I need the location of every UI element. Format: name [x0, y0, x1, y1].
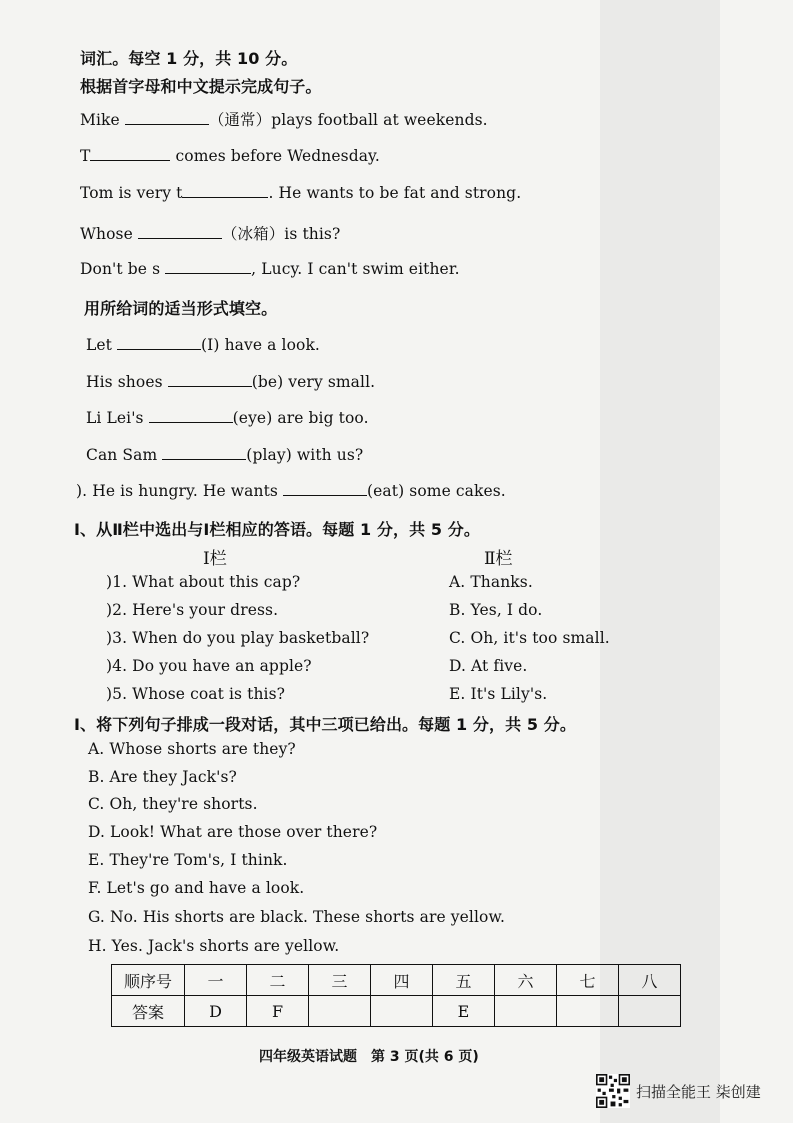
- dialogue-sentence-F: F. Let's go and have a look.: [88, 879, 305, 897]
- question-text: Can Sam: [86, 446, 163, 464]
- answer-blank[interactable]: [117, 335, 201, 350]
- match-question-2: )2. Here's your dress.: [106, 601, 279, 619]
- number-cell: 四: [371, 965, 433, 996]
- match-question-4: )4. Do you have an apple?: [106, 657, 312, 675]
- partA-question-4: [80, 222, 340, 244]
- answer-table: [111, 964, 681, 1027]
- answer-cell[interactable]: [557, 996, 619, 1027]
- question-text: Li Lei's: [86, 409, 149, 427]
- section2-header: I、从Ⅱ栏中选出与Ⅰ栏相应的答语。每题 1 分，共 5 分。: [74, 520, 480, 539]
- number-cell: 八: [619, 965, 681, 996]
- answer-blank[interactable]: [168, 372, 252, 387]
- partB-question-5: [76, 481, 506, 500]
- match-answer-A: A. Thanks.: [449, 573, 533, 591]
- partB-question-1: [86, 335, 320, 354]
- dialogue-sentence-A: A. Whose shorts are they?: [88, 740, 296, 758]
- question-text: (be) very small.: [251, 373, 376, 391]
- answer-blank[interactable]: [283, 481, 367, 496]
- question-text: Let: [86, 336, 118, 354]
- table-row-numbers: [112, 965, 681, 996]
- question-text: comes before Wednesday.: [170, 147, 380, 165]
- question-text: . He wants to be fat and strong.: [268, 184, 522, 202]
- question-text: （冰箱）is this?: [221, 225, 341, 243]
- number-cell: 六: [495, 965, 557, 996]
- partA-question-2: [80, 146, 380, 165]
- partB-question-4: [86, 445, 363, 464]
- dialogue-sentence-H: H. Yes. Jack's shorts are yellow.: [88, 937, 340, 955]
- question-text: ). He is hungry. He wants: [76, 482, 284, 500]
- partB-title: 用所给词的适当形式填空。: [84, 299, 278, 318]
- answer-cell[interactable]: D: [185, 996, 247, 1027]
- question-text: Mike: [80, 111, 125, 129]
- column-2-title: Ⅱ栏: [484, 549, 513, 569]
- question-text: T: [80, 147, 91, 165]
- dialogue-sentence-G: G. No. His shorts are black. These shorts are yellow.: [88, 908, 506, 926]
- answer-cell[interactable]: [309, 996, 371, 1027]
- answer-blank[interactable]: [165, 259, 251, 274]
- number-cell: 七: [557, 965, 619, 996]
- partA-title: 根据首字母和中文提示完成句子。: [80, 77, 322, 96]
- answer-cell[interactable]: F: [247, 996, 309, 1027]
- question-text: (I) have a look.: [201, 336, 320, 354]
- row-label-order: 顺序号: [112, 965, 185, 996]
- number-cell: 一: [185, 965, 247, 996]
- answer-blank[interactable]: [182, 183, 268, 198]
- match-answer-B: B. Yes, I do.: [449, 601, 543, 619]
- partB-question-3: [86, 408, 369, 427]
- answer-cell[interactable]: [495, 996, 557, 1027]
- dialogue-sentence-E: E. They're Tom's, I think.: [88, 851, 288, 869]
- question-text: Tom is very t: [80, 184, 183, 202]
- section1-header: 词汇。每空 1 分，共 10 分。: [80, 49, 298, 68]
- number-cell: 二: [247, 965, 309, 996]
- match-question-3: )3. When do you play basketball?: [106, 629, 370, 647]
- row-label-answer: 答案: [112, 996, 185, 1027]
- partA-question-5: [80, 259, 460, 278]
- match-answer-E: E. It's Lily's.: [449, 685, 548, 703]
- partA-question-1: [80, 108, 488, 130]
- question-text: (play) with us?: [246, 446, 364, 464]
- match-answer-D: D. At five.: [449, 657, 528, 675]
- answer-cell[interactable]: [619, 996, 681, 1027]
- qr-code-icon: [596, 1074, 630, 1108]
- question-text: Don't be s: [80, 260, 166, 278]
- question-text: (eye) are big too.: [232, 409, 369, 427]
- question-text: His shoes: [86, 373, 168, 391]
- partA-question-3: [80, 183, 521, 202]
- scanner-text: 扫描全能王 柒创建: [636, 1082, 761, 1101]
- question-text: Whose: [80, 225, 138, 243]
- answer-blank[interactable]: [90, 146, 170, 161]
- match-question-5: )5. Whose coat is this?: [106, 685, 286, 703]
- answer-cell[interactable]: [371, 996, 433, 1027]
- question-text: （通常）plays football at weekends.: [208, 111, 488, 129]
- dialogue-sentence-D: D. Look! What are those over there?: [88, 823, 378, 841]
- partB-question-2: [86, 372, 375, 391]
- match-answer-C: C. Oh, it's too small.: [449, 629, 610, 647]
- scanner-watermark: [596, 1074, 761, 1108]
- question-text: (eat) some cakes.: [367, 482, 506, 500]
- match-question-1: )1. What about this cap?: [106, 573, 301, 591]
- answer-cell[interactable]: E: [433, 996, 495, 1027]
- answer-blank[interactable]: [125, 110, 209, 125]
- answer-blank[interactable]: [149, 408, 233, 423]
- dialogue-sentence-C: C. Oh, they're shorts.: [88, 795, 258, 813]
- answer-blank[interactable]: [138, 224, 222, 239]
- section3-header: I、将下列句子排成一段对话，其中三项已给出。每题 1 分，共 5 分。: [74, 715, 577, 734]
- number-cell: 五: [433, 965, 495, 996]
- table-row-answers: [112, 996, 681, 1027]
- question-text: , Lucy. I can't swim either.: [251, 260, 460, 278]
- dialogue-sentence-B: B. Are they Jack's?: [88, 768, 237, 786]
- answer-blank[interactable]: [162, 445, 246, 460]
- number-cell: 三: [309, 965, 371, 996]
- column-1-title: Ⅰ栏: [203, 549, 227, 569]
- page-footer: 四年级英语试题 第 3 页(共 6 页): [259, 1049, 479, 1065]
